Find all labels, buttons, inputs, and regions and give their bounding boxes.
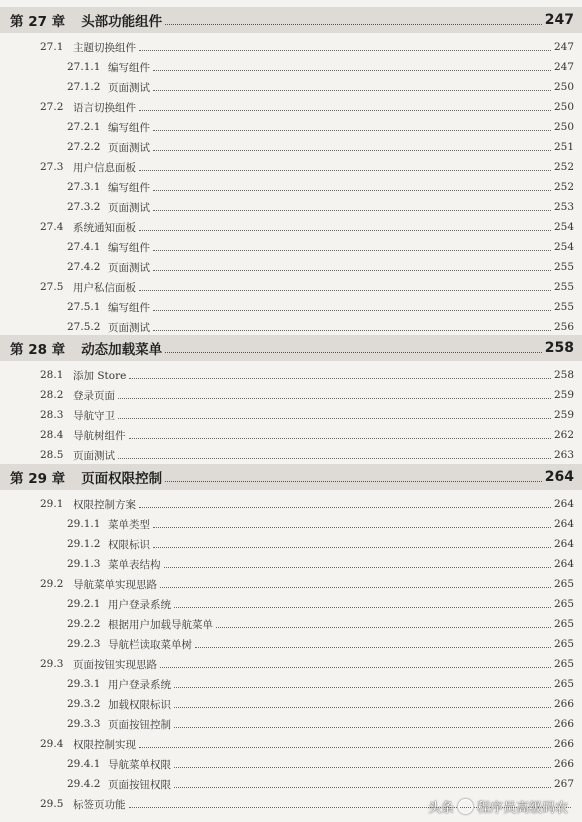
toc-section-row[interactable]: [40, 494, 574, 514]
dot-leader: [118, 458, 551, 459]
dot-leader: [139, 50, 551, 51]
dot-leader: [139, 747, 551, 748]
toc-number: 29.1.2: [67, 538, 101, 550]
toc-page-number: 264: [553, 498, 574, 510]
toc-title: 用户信息面板: [73, 161, 136, 174]
dot-leader: [153, 70, 551, 71]
toc-page-number: 252: [553, 181, 574, 193]
toc-number: 29.2: [40, 578, 64, 590]
headline-logo-icon: [458, 799, 473, 814]
toc-subsection-row[interactable]: [67, 197, 574, 217]
toc-section-row[interactable]: [40, 385, 574, 405]
toc-title: 导航栏读取菜单树: [108, 638, 192, 651]
dot-leader: [139, 230, 551, 231]
toc-subsection-row[interactable]: [67, 614, 574, 634]
toc-page-number: 265: [553, 638, 574, 650]
toc-page-number: 262: [553, 429, 574, 441]
toc-page-number: 264: [553, 538, 574, 550]
dot-leader: [153, 310, 551, 311]
toc-section-row[interactable]: [40, 425, 574, 445]
toc-subsection-row[interactable]: [67, 237, 574, 257]
toc-number: 29.2.3: [67, 638, 101, 650]
toc-subsection-row[interactable]: [67, 714, 574, 734]
toc-number: 28.4: [40, 429, 64, 441]
toc-number: 28.2: [40, 389, 64, 401]
toc-title: 动态加载菜单: [81, 342, 163, 358]
toc-page-number: 252: [553, 161, 574, 173]
toc-page-number: 251: [553, 141, 574, 153]
dot-leader: [153, 527, 551, 528]
toc-page-number: 247: [544, 12, 574, 28]
toc-subsection-row[interactable]: [67, 774, 574, 794]
toc-page-number: 264: [544, 469, 574, 485]
dot-leader: [153, 270, 551, 271]
toc-title: 页面按钮权限: [108, 778, 171, 791]
toc-chapter-row[interactable]: [0, 464, 582, 490]
toc-title: 菜单表结构: [108, 558, 161, 571]
toc-number: 27.2.1: [67, 121, 101, 133]
toc-subsection-row[interactable]: [67, 137, 574, 157]
dot-leader: [216, 627, 551, 628]
dot-leader: [139, 290, 551, 291]
toc-page-number: 263: [553, 449, 574, 461]
toc-title: 页面测试: [108, 321, 150, 334]
toc-title: 编写组件: [108, 301, 150, 314]
dot-leader: [165, 481, 542, 482]
dot-leader: [139, 170, 551, 171]
dot-leader: [174, 767, 551, 768]
toc-title: 页面测试: [73, 449, 115, 462]
toc-title: 页面按钮实现思路: [73, 658, 157, 671]
toc-chapter-row[interactable]: [0, 335, 582, 361]
toc-title: 用户私信面板: [73, 281, 136, 294]
dot-leader: [153, 130, 551, 131]
dot-leader: [153, 330, 551, 331]
toc-subsection-row[interactable]: [67, 634, 574, 654]
dot-leader: [165, 352, 542, 353]
toc-page-number: 266: [553, 758, 574, 770]
toc-page-number: 265: [553, 618, 574, 630]
dot-leader: [174, 707, 551, 708]
dot-leader: [153, 547, 551, 548]
dot-leader: [195, 647, 551, 648]
toc-number: 29.3.3: [67, 718, 101, 730]
dot-leader: [153, 190, 551, 191]
toc-title: 页面测试: [108, 201, 150, 214]
toc-page-number: 267: [553, 778, 574, 790]
toc-subsection-row[interactable]: [67, 554, 574, 574]
toc-subsection-row[interactable]: [67, 514, 574, 534]
toc-title: 主题切换组件: [73, 41, 136, 54]
toc-number: 28.3: [40, 409, 64, 421]
toc-number: 27.3: [40, 161, 64, 173]
toc-number: 27.4.2: [67, 261, 101, 273]
toc-subsection-row[interactable]: [67, 534, 574, 554]
toc-title: 权限控制方案: [73, 498, 136, 511]
toc-section-row[interactable]: [40, 654, 574, 674]
toc-number: 29.3: [40, 658, 64, 670]
toc-title: 权限控制实现: [73, 738, 136, 751]
dot-leader: [139, 110, 551, 111]
toc-number: 28.1: [40, 369, 64, 381]
toc-number: 27.1: [40, 41, 64, 53]
toc-title: 菜单类型: [108, 518, 150, 531]
toc-subsection-row[interactable]: [67, 594, 574, 614]
toc-number: 29.1.3: [67, 558, 101, 570]
toc-title: 导航菜单实现思路: [73, 578, 157, 591]
toc-number: 28.5: [40, 449, 64, 461]
dot-leader: [153, 90, 551, 91]
toc-page-number: 258: [544, 340, 574, 356]
toc-subsection-row[interactable]: [67, 257, 574, 277]
dot-leader: [153, 210, 551, 211]
dot-leader: [160, 587, 551, 588]
toc-page-number: 259: [553, 389, 574, 401]
toc-number: 27.3.1: [67, 181, 101, 193]
toc-number: 第 28 章: [10, 342, 66, 358]
toc-title: 用户登录系统: [108, 598, 171, 611]
toc-page-number: 254: [553, 241, 574, 253]
toc-number: 27.4: [40, 221, 64, 233]
toc-number: 29.2.2: [67, 618, 101, 630]
toc-number: 29.4.2: [67, 778, 101, 790]
toc-page-number: 255: [553, 281, 574, 293]
dot-leader: [174, 607, 551, 608]
toc-chapter-row[interactable]: [0, 7, 582, 33]
toc-page-number: 266: [553, 698, 574, 710]
toc-section-row[interactable]: [40, 405, 574, 425]
toc-number: 29.4.1: [67, 758, 101, 770]
toc-page-number: 258: [553, 369, 574, 381]
toc-section-row[interactable]: [40, 734, 574, 754]
dot-leader: [118, 418, 551, 419]
toc-title: 导航菜单权限: [108, 758, 171, 771]
dot-leader: [160, 667, 551, 668]
toc-page-number: 265: [553, 598, 574, 610]
toc-number: 27.2: [40, 101, 64, 113]
toc-subsection-row[interactable]: [67, 177, 574, 197]
toc-title: 根据用户加载导航菜单: [108, 618, 213, 631]
toc-number: 27.1.2: [67, 81, 101, 93]
toc-title: 页面测试: [108, 261, 150, 274]
toc-title: 编写组件: [108, 121, 150, 134]
toc-number: 29.2.1: [67, 598, 101, 610]
watermark-author: 程序员高级码农: [476, 801, 568, 816]
toc-title: 添加 Store: [73, 369, 127, 382]
dot-leader: [174, 787, 551, 788]
toc-page-number: 256: [553, 321, 574, 333]
toc-section-row[interactable]: [40, 277, 574, 297]
toc-page-number: 247: [553, 41, 574, 53]
toc-page-number: 266: [553, 718, 574, 730]
toc-number: 29.4: [40, 738, 64, 750]
toc-title: 页面测试: [108, 81, 150, 94]
toc-title: 加载权限标识: [108, 698, 171, 711]
toc-title: 标签页功能: [73, 798, 126, 811]
toc-number: 29.5: [40, 798, 64, 810]
toc-number: 第 29 章: [10, 471, 66, 487]
toc-subsection-row[interactable]: [67, 297, 574, 317]
toc-number: 29.3.1: [67, 678, 101, 690]
toc-page-number: 255: [553, 301, 574, 313]
toc-number: 27.1.1: [67, 61, 101, 73]
toc-page-number: 250: [553, 101, 574, 113]
toc-section-row[interactable]: [40, 445, 574, 465]
toc-page-number: 264: [553, 518, 574, 530]
toc-page-number: 259: [553, 409, 574, 421]
toc-subsection-row[interactable]: [67, 317, 574, 337]
toc-number: 27.2.2: [67, 141, 101, 153]
toc-section-row[interactable]: [40, 217, 574, 237]
toc-number: 27.5: [40, 281, 64, 293]
toc-subsection-row[interactable]: [67, 754, 574, 774]
toc-page-number: 265: [553, 578, 574, 590]
toc-title: 导航守卫: [73, 409, 115, 422]
dot-leader: [174, 727, 551, 728]
toc-number: 27.3.2: [67, 201, 101, 213]
toc-page-number: 255: [553, 261, 574, 273]
dot-leader: [165, 24, 542, 25]
toc-title: 导航树组件: [73, 429, 126, 442]
watermark-prefix: 头条: [427, 801, 454, 816]
toc-title: 用户登录系统: [108, 678, 171, 691]
toc-title: 头部功能组件: [81, 14, 163, 30]
dot-leader: [153, 250, 551, 251]
toc-number: 27.5.1: [67, 301, 101, 313]
toc-title: 页面测试: [108, 141, 150, 154]
toc-number: 29.1: [40, 498, 64, 510]
toc-subsection-row[interactable]: [67, 694, 574, 714]
toc-section-row[interactable]: [40, 97, 574, 117]
toc-subsection-row[interactable]: [67, 57, 574, 77]
dot-leader: [139, 507, 551, 508]
toc-number: 29.1.1: [67, 518, 101, 530]
toc-title: 语言切换组件: [73, 101, 136, 114]
toc-page-number: 265: [553, 658, 574, 670]
toc-number: 27.5.2: [67, 321, 101, 333]
toc-number: 第 27 章: [10, 14, 66, 30]
toc-subsection-row[interactable]: [67, 117, 574, 137]
watermark: [428, 797, 568, 816]
toc-section-row[interactable]: [40, 37, 574, 57]
dot-leader: [174, 687, 551, 688]
toc-page-number: 265: [553, 678, 574, 690]
toc-title: 登录页面: [73, 389, 115, 402]
toc-title: 系统通知面板: [73, 221, 136, 234]
toc-page-number: 247: [553, 61, 574, 73]
toc-page-number: 266: [553, 738, 574, 750]
toc-title: 权限标识: [108, 538, 150, 551]
toc-section-row[interactable]: [40, 574, 574, 594]
toc-page-number: 264: [553, 558, 574, 570]
toc-subsection-row[interactable]: [67, 77, 574, 97]
toc-number: 27.4.1: [67, 241, 101, 253]
toc-title: 页面按钮控制: [108, 718, 171, 731]
toc-page-number: 254: [553, 221, 574, 233]
toc-number: 29.3.2: [67, 698, 101, 710]
toc-section-row[interactable]: [40, 365, 574, 385]
toc-section-row[interactable]: [40, 157, 574, 177]
toc-page-number: 250: [553, 121, 574, 133]
dot-leader: [164, 567, 551, 568]
dot-leader: [129, 378, 551, 379]
toc-page-number: 250: [553, 81, 574, 93]
toc-title: 编写组件: [108, 61, 150, 74]
toc-subsection-row[interactable]: [67, 674, 574, 694]
toc-title: 编写组件: [108, 181, 150, 194]
dot-leader: [118, 398, 551, 399]
dot-leader: [129, 438, 551, 439]
toc-title: 页面权限控制: [81, 471, 163, 487]
dot-leader: [153, 150, 551, 151]
toc-page-number: 253: [553, 201, 574, 213]
toc-title: 编写组件: [108, 241, 150, 254]
